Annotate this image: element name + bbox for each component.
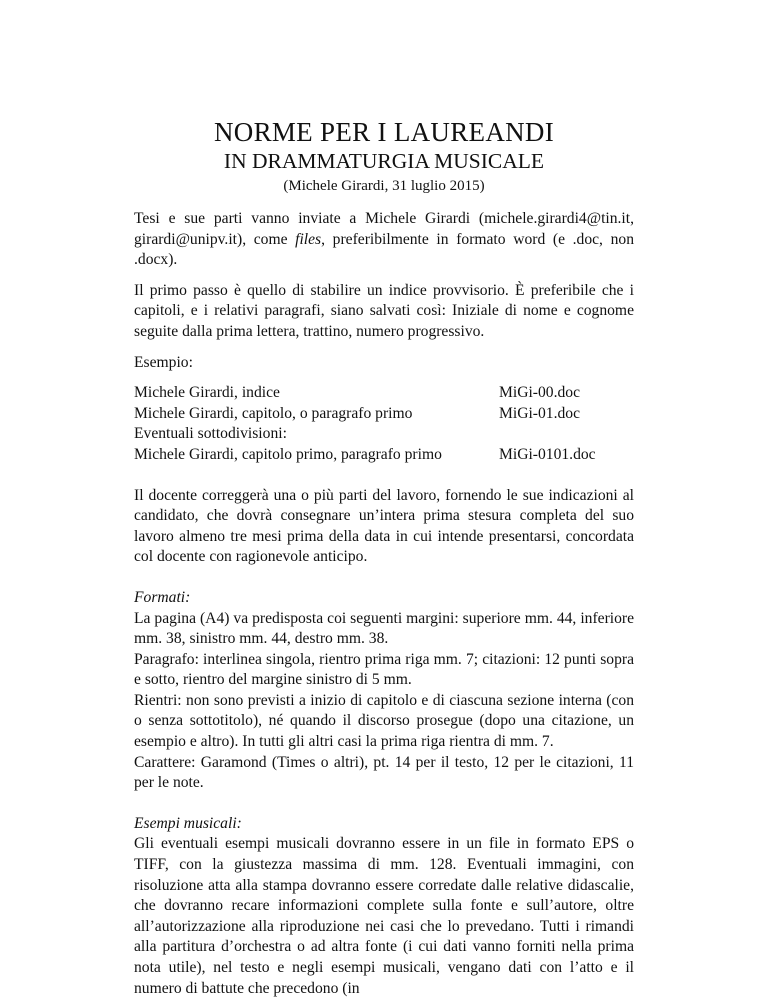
example-desc: Eventuali sottodivisioni: bbox=[134, 425, 287, 443]
section-heading-formati: Formati: bbox=[134, 588, 191, 606]
formati-page-margins: La pagina (A4) va predisposta coi seguenti margini: superiore mm. 44, inferiore mm. 38, sinistro mm. 44, destro mm. 38. bbox=[134, 609, 634, 648]
example-file: MiGi-0101.doc bbox=[499, 445, 596, 463]
submission-text-a: Tesi e sue parti vanno inviate a Michele Girardi (michele.girardi4@tin.it, girardi@unipv.it), come bbox=[134, 210, 634, 248]
example-desc: Michele Girardi, indice bbox=[134, 384, 280, 402]
example-file bbox=[499, 424, 634, 445]
document-byline: (Michele Girardi, 31 luglio 2015) bbox=[283, 178, 485, 194]
example-desc: Michele Girardi, capitolo, o paragrafo primo bbox=[134, 404, 413, 422]
formati-paragraph: Paragrafo: interlinea singola, rientro prima riga mm. 7; citazioni: 12 punti sopra e sotto, rientro del margine sinistro di 5 mm. bbox=[134, 650, 634, 689]
formati-indents: Rientri: non sono previsti a inizio di capitolo e di ciascuna sezione interna (con o senza sottotitolo), né quando il discorso prosegue (dopo una citazione, un esempio e altro). In tutti gli altri casi la prima riga rientra di mm. 7. bbox=[134, 691, 634, 751]
document-subtitle: IN DRAMMATURGIA MUSICALE bbox=[223, 149, 545, 173]
document-body bbox=[134, 209, 634, 999]
example-label: Esempio: bbox=[134, 353, 193, 371]
submission-text-b: , preferibilmente in formato word (e .doc, non .docx). bbox=[134, 230, 634, 269]
example-table bbox=[134, 383, 634, 465]
paragraph-review: Il docente correggerà una o più parti del lavoro, fornendo le sue indicazioni al candidato, che dovrà consegnare un’intera prima stesura completa del suo lavoro almeno tre mesi prima della data in cui intende presentarsi, concordata col docente con ragionevole anticipo. bbox=[134, 486, 634, 566]
document-title: NORME PER I LAUREANDI bbox=[213, 117, 555, 147]
title-block bbox=[0, 117, 768, 196]
example-desc: Michele Girardi, capitolo primo, paragrafo primo bbox=[134, 445, 442, 463]
example-file: MiGi-01.doc bbox=[499, 404, 580, 422]
submission-emphasis: files bbox=[295, 230, 322, 248]
paragraph-submission bbox=[134, 209, 634, 271]
example-file: MiGi-00.doc bbox=[499, 384, 580, 402]
formati-font: Carattere: Garamond (Times o altri), pt. 14 per il testo, 12 per le citazioni, 11 per le note. bbox=[134, 753, 634, 792]
section-heading-esempi: Esempi musicali: bbox=[134, 814, 242, 832]
esempi-text: Gli eventuali esempi musicali dovranno essere in un file in formato EPS o TIFF, con la giustezza massima di mm. 128. Eventuali immagini, con risoluzione atta alla stampa dovranno essere corredate dalle relative didascalie, che dovranno recare informazioni complete sulla fonte e sull’autore, oltre all’autorizzazione alla riproduzione nei casi che lo prevedano. Tutti i rimandi alla partitura d’orchestra o ad altra fonte (i cui dati vanno forniti nella prima nota utile), nel testo e negli esempi musicali, vengano dati con l’atto e il numero di battute che precedono (in bbox=[134, 835, 634, 997]
paragraph-index: Il primo passo è quello di stabilire un indice provvisorio. È preferibile che i capitoli, e i relativi paragrafi, siano salvati così: Iniziale di nome e cognome seguite dalla prima lettera, trattino, numero progressivo. bbox=[134, 281, 634, 340]
